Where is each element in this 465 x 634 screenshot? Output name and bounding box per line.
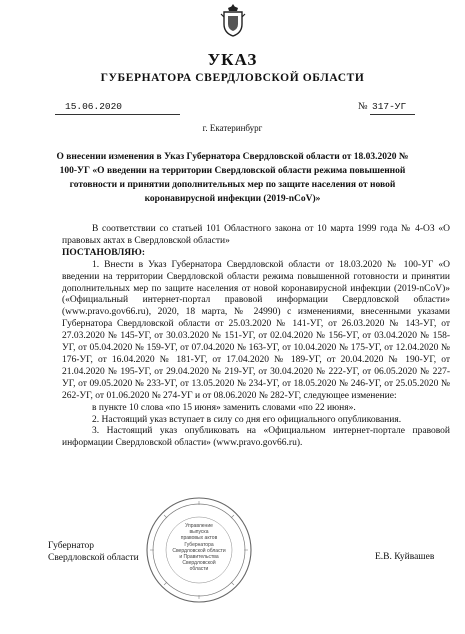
stamp-line: выпуска	[189, 529, 209, 536]
signatory-name: Е.В. Куйвашев	[375, 552, 435, 562]
decree-body	[62, 224, 450, 450]
signatory-position	[48, 540, 139, 564]
document-type: УКАЗ	[207, 50, 258, 69]
stamp-line: правовых актов	[180, 535, 218, 542]
item-1-change-paragraph: в пункте 10 слова «по 15 июня» заменить словами «по 22 июня».	[92, 402, 356, 413]
stamp-line: Губернатора	[184, 541, 214, 548]
number-label: №	[358, 101, 368, 112]
position-line-2: Свердловской области	[48, 553, 139, 563]
decree-number: 317-УГ	[372, 101, 407, 112]
stamp-line: Свердловской	[182, 560, 216, 567]
preamble-paragraph: В соответствии со статьей 101 Областного закона от 10 марта 1999 года № 4-ОЗ «О правовых актах в Свердловской области»	[62, 224, 450, 246]
decree-date: 15.06.2020	[65, 101, 123, 112]
stamp-line: области	[189, 566, 209, 573]
stamp-text	[162, 523, 236, 573]
number-underline	[370, 114, 415, 115]
decree-word: ПОСТАНОВЛЯЮ:	[62, 247, 146, 258]
item-1-paragraph: 1. Внести в Указ Губернатора Свердловской области от 18.03.2020 № 100-УГ «О введении на территории Свердловской области режима повышенной готовности и принятии дополнительных мер по защите населения от новой коронавирусной инфекции (2019-nCoV)» («Официальный интернет-портал правовой информации Свердловской области» (www.pravo.gov66.ru), 2020, 18 марта, № 24990) с изменениями, внесенными указами Губернатора Свердловской области от 25.03.2020 № 141-УГ, от 26.03.2020 № 143-УГ, от 27.03.2020 № 145-УГ, от 30.03.2020 № 151-УГ, от 02.04.2020 № 156-УГ, от 03.04.2020 № 158-УГ, от 05.04.2020 № 159-УГ, от 07.04.2020 № 163-УГ, от 10.04.2020 № 175-УГ, от 12.04.2020 № 176-УГ, от 16.04.2020 № 181-УГ, от 17.04.2020 № 189-УГ, от 20.04.2020 № 190-УГ, от 21.04.2020 № 195-УГ, от 29.04.2020 № 219-УГ, от 30.04.2020 № 222-УГ, от 06.05.2020 № 227-УГ, от 09.05.2020 № 233-УГ, от 13.05.2020 № 234-УГ, от 18.05.2020 № 246-УГ, от 25.05.2020 № 262-УГ, от 01.06.2020 № 274-УГ и от 08.06.2020 № 282-УГ, следующее изменение:	[62, 259, 450, 401]
issue-city: г. Екатеринбург	[202, 123, 263, 133]
item-3-paragraph: 3. Настоящий указ опубликовать на «Официальном интернет-портале правовой информации Свердловской области» (www.pravo.gov66.ru).	[62, 426, 450, 449]
stamp-line: Управление	[185, 523, 213, 529]
position-line-1: Губернатор	[48, 541, 95, 551]
stamp-line: Свердловской области	[172, 547, 226, 554]
issuer-title: ГУБЕРНАТОРА СВЕРДЛОВСКОЙ ОБЛАСТИ	[100, 72, 365, 84]
coat-of-arms-icon	[219, 2, 247, 38]
decree-title: О внесении изменения в Указ Губернатора Свердловской области от 18.03.2020 № 100-УГ «О введении на территории Свердловской области режима повышенной готовности и принятии дополнительных мер по защите населения от новой коронавирусной инфекции (2019-nCoV)»	[56, 152, 409, 204]
stamp-line: и Правительства	[179, 554, 219, 561]
item-2-paragraph: 2. Настоящий указ вступает в силу со дня его официального опубликования.	[92, 414, 402, 425]
date-underline	[55, 114, 180, 115]
